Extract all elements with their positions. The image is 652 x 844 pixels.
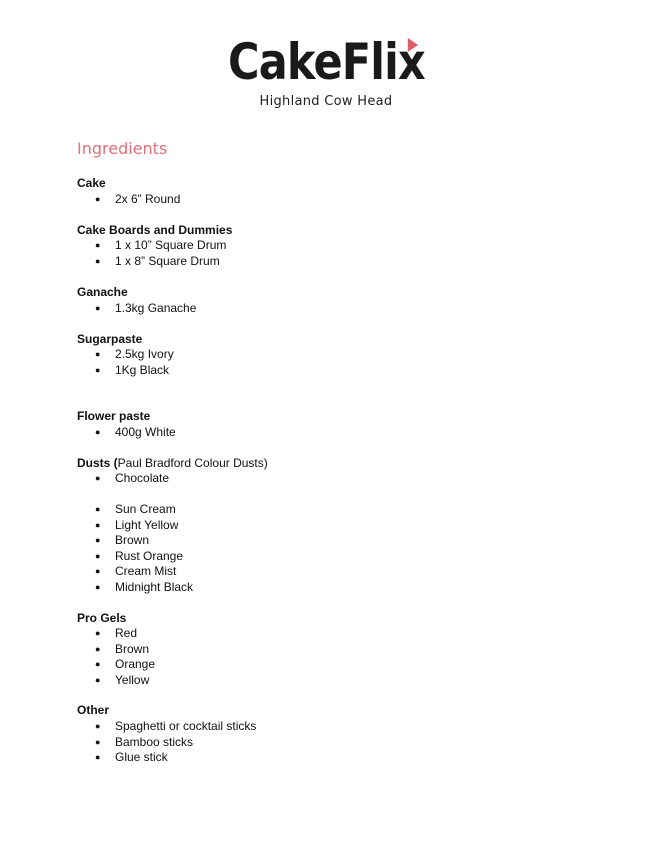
bullet-icon: ● — [95, 240, 101, 250]
list-item: ● Spaghetti or cocktail sticks — [95, 719, 257, 733]
section-title-flower-paste: Flower paste — [77, 409, 151, 423]
list-item: ● Sun Cream — [95, 502, 176, 516]
bullet-icon: ● — [95, 194, 101, 204]
bullet-icon: ● — [95, 721, 101, 731]
list-item: ● Yellow — [95, 673, 150, 687]
bullet-icon: ● — [95, 628, 101, 638]
list-item: ● 1.3kg Ganache — [95, 301, 197, 315]
list-item: ● Light Yellow — [95, 518, 179, 532]
section-title-sugarpaste: Sugarpaste — [77, 332, 143, 346]
bullet-icon: ● — [95, 659, 101, 669]
list-item: ● Midnight Black — [95, 580, 194, 594]
bullet-icon: ● — [95, 582, 101, 592]
recipe-subtitle: Highland Cow Head — [259, 94, 393, 109]
list-item: ● 1Kg Black — [95, 363, 170, 377]
dusts-brand-note: Paul Bradford Colour Dusts) — [117, 456, 268, 470]
list-item: ● 2x 6” Round — [95, 192, 181, 206]
section-title-dusts: Dusts (Paul Bradford Colour Dusts) — [77, 456, 268, 470]
bullet-icon: ● — [95, 303, 101, 313]
list-item: ● Bamboo sticks — [95, 735, 194, 749]
section-title-ganache: Ganache — [77, 285, 128, 299]
list-item: ● Brown — [95, 533, 150, 547]
logo-text: CakeFlix — [227, 33, 425, 91]
cakeflix-logo — [228, 34, 425, 90]
bullet-icon: ● — [95, 535, 101, 545]
bullet-icon: ● — [95, 349, 101, 359]
list-item: ● Brown — [95, 642, 150, 656]
section-title-cake-boards: Cake Boards and Dummies — [77, 223, 233, 237]
list-item: ● 1 x 10” Square Drum — [95, 238, 227, 252]
play-icon — [407, 38, 417, 52]
list-item: ● Red — [95, 626, 138, 640]
bullet-icon: ● — [95, 644, 101, 654]
list-item: ● 1 x 8” Square Drum — [95, 254, 220, 268]
ingredients-heading: Ingredients — [77, 139, 168, 158]
list-item: ● Glue stick — [95, 750, 168, 764]
section-title-other: Other — [77, 703, 110, 717]
list-item: ● Cream Mist — [95, 564, 177, 578]
list-item: ● Orange — [95, 657, 156, 671]
list-item: ● 2.5kg Ivory — [95, 347, 174, 361]
bullet-icon: ● — [95, 365, 101, 375]
bullet-icon: ● — [95, 504, 101, 514]
bullet-icon: ● — [95, 551, 101, 561]
bullet-icon: ● — [95, 675, 101, 685]
section-title-cake: Cake — [77, 176, 106, 190]
bullet-icon: ● — [95, 427, 101, 437]
bullet-icon: ● — [95, 566, 101, 576]
list-item: ● Rust Orange — [95, 549, 184, 563]
bullet-icon: ● — [95, 520, 101, 530]
logo-container — [0, 34, 652, 90]
list-item: ● 400g White — [95, 425, 176, 439]
bullet-icon: ● — [95, 752, 101, 762]
list-item: ● Chocolate — [95, 471, 170, 485]
bullet-icon: ● — [95, 473, 101, 483]
section-title-pro-gels: Pro Gels — [77, 611, 127, 625]
bullet-icon: ● — [95, 256, 101, 266]
bullet-icon: ● — [95, 737, 101, 747]
